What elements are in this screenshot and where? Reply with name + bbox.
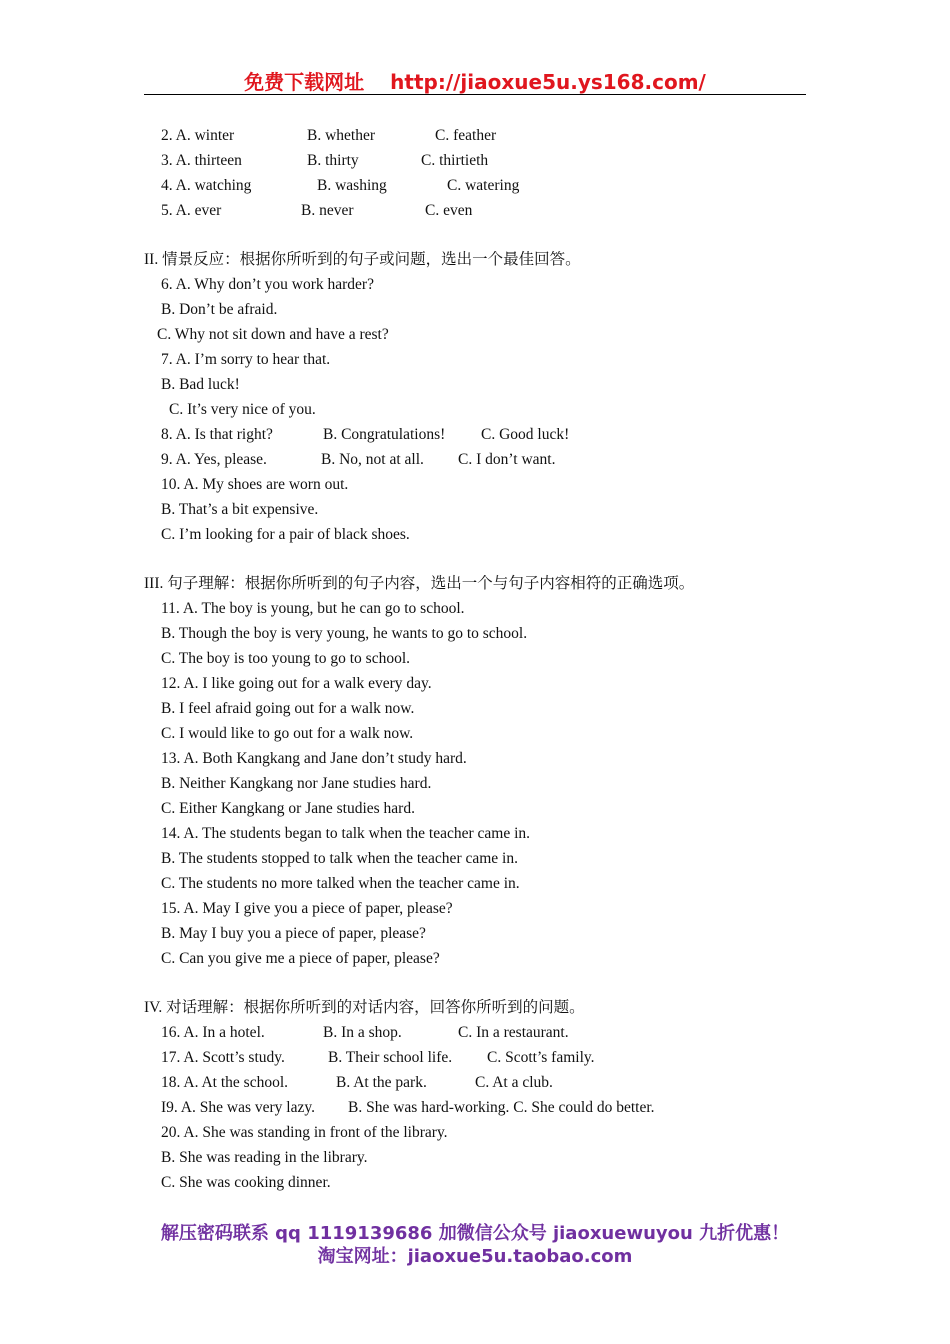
question-15-a: 15. A. May I give you a piece of paper, please?	[161, 900, 453, 917]
question-13-c: C. Either Kangkang or Jane studies hard.	[161, 800, 415, 817]
option-a: 17. A. Scott’s study.	[161, 1049, 285, 1066]
option-b: B. Congratulations!	[323, 426, 446, 443]
question-11-b: B. Though the boy is very young, he wants to go to school.	[161, 625, 528, 642]
header-label: 免费下载网址	[244, 70, 365, 94]
question-11-c: C. The boy is too young to go to school.	[161, 650, 411, 667]
question-10-b: B. That’s a bit expensive.	[161, 501, 319, 518]
option-b-c: B. She was hard-working. C. She could do better.	[348, 1099, 655, 1116]
question-15-c: C. Can you give me a piece of paper, please?	[161, 950, 440, 967]
section-4-heading: IV. 对话理解：根据你所听到的对话内容，回答你所听到的问题。	[144, 999, 585, 1016]
question-12-c: C. I would like to go out for a walk now.	[161, 725, 414, 742]
option-c: C. even	[425, 202, 473, 219]
section-2-heading: II. 情景反应：根据你所听到的句子或问题，选出一个最佳回答。	[144, 251, 581, 268]
option-a: 16. A. In a hotel.	[161, 1024, 265, 1041]
option-c: C. Good luck!	[481, 426, 570, 443]
option-a: 18. A. At the school.	[161, 1074, 289, 1091]
question-11-a: 11. A. The boy is young, but he can go to school.	[161, 600, 465, 617]
question-14-c: C. The students no more talked when the teacher came in.	[161, 875, 520, 892]
option-a: 8. A. Is that right?	[161, 426, 273, 443]
question-13-a: 13. A. Both Kangkang and Jane don’t study hard.	[161, 750, 467, 767]
question-20-c: C. She was cooking dinner.	[161, 1174, 331, 1191]
option-b: B. In a shop.	[323, 1024, 402, 1041]
footer-contact: 解压密码联系 qq 1119139686 加微信公众号 jiaoxuewuyou 九折优惠！	[160, 1223, 790, 1244]
page-header	[144, 66, 806, 95]
option-a: 3. A. thirteen	[161, 152, 242, 169]
option-c: C. thirtieth	[421, 152, 489, 169]
question-6-b: B. Don’t be afraid.	[161, 301, 278, 318]
question-12-a: 12. A. I like going out for a walk every day.	[161, 675, 432, 692]
question-10-c: C. I’m looking for a pair of black shoes.	[161, 526, 410, 543]
question-7-c: C. It’s very nice of you.	[169, 401, 316, 418]
question-13-b: B. Neither Kangkang nor Jane studies hard.	[161, 775, 432, 792]
option-c: C. feather	[435, 127, 497, 144]
option-c: C. At a club.	[475, 1074, 553, 1091]
option-a: 5. A. ever	[161, 202, 222, 219]
option-b: B. Their school life.	[328, 1049, 453, 1066]
question-6-c: C. Why not sit down and have a rest?	[157, 326, 389, 343]
section-3-heading: III. 句子理解：根据你所听到的句子内容，选出一个与句子内容相符的正确选项。	[144, 575, 695, 592]
question-20-b: B. She was reading in the library.	[161, 1149, 368, 1166]
question-7-b: B. Bad luck!	[161, 376, 240, 393]
option-a: I9. A. She was very lazy.	[161, 1099, 315, 1116]
header-url-link[interactable]: http://jiaoxue5u.ys168.com/	[390, 70, 706, 94]
option-a: 4. A. watching	[161, 177, 252, 194]
option-c: C. I don’t want.	[458, 451, 556, 468]
option-b: B. No, not at all.	[321, 451, 424, 468]
option-b: B. whether	[307, 127, 376, 144]
question-15-b: B. May I buy you a piece of paper, please?	[161, 925, 426, 942]
question-6-a: 6. A. Why don’t you work harder?	[161, 276, 374, 293]
option-c: C. In a restaurant.	[458, 1024, 569, 1041]
option-b: B. At the park.	[336, 1074, 427, 1091]
option-c: C. Scott’s family.	[487, 1049, 595, 1066]
question-7-a: 7. A. I’m sorry to hear that.	[161, 351, 331, 368]
question-14-b: B. The students stopped to talk when the teacher came in.	[161, 850, 518, 867]
question-14-a: 14. A. The students began to talk when the teacher came in.	[161, 825, 531, 842]
option-a: 2. A. winter	[161, 127, 235, 144]
option-b: B. washing	[317, 177, 387, 194]
option-a: 9. A. Yes, please.	[161, 451, 267, 468]
option-c: C. watering	[447, 177, 520, 194]
footer-shop-link[interactable]: 淘宝网址：jiaoxue5u.taobao.com	[317, 1246, 633, 1267]
question-20-a: 20. A. She was standing in front of the library.	[161, 1124, 448, 1141]
question-12-b: B. I feel afraid going out for a walk now.	[161, 700, 415, 717]
option-b: B. thirty	[307, 152, 359, 169]
option-b: B. never	[301, 202, 354, 219]
question-10-a: 10. A. My shoes are worn out.	[161, 476, 349, 493]
